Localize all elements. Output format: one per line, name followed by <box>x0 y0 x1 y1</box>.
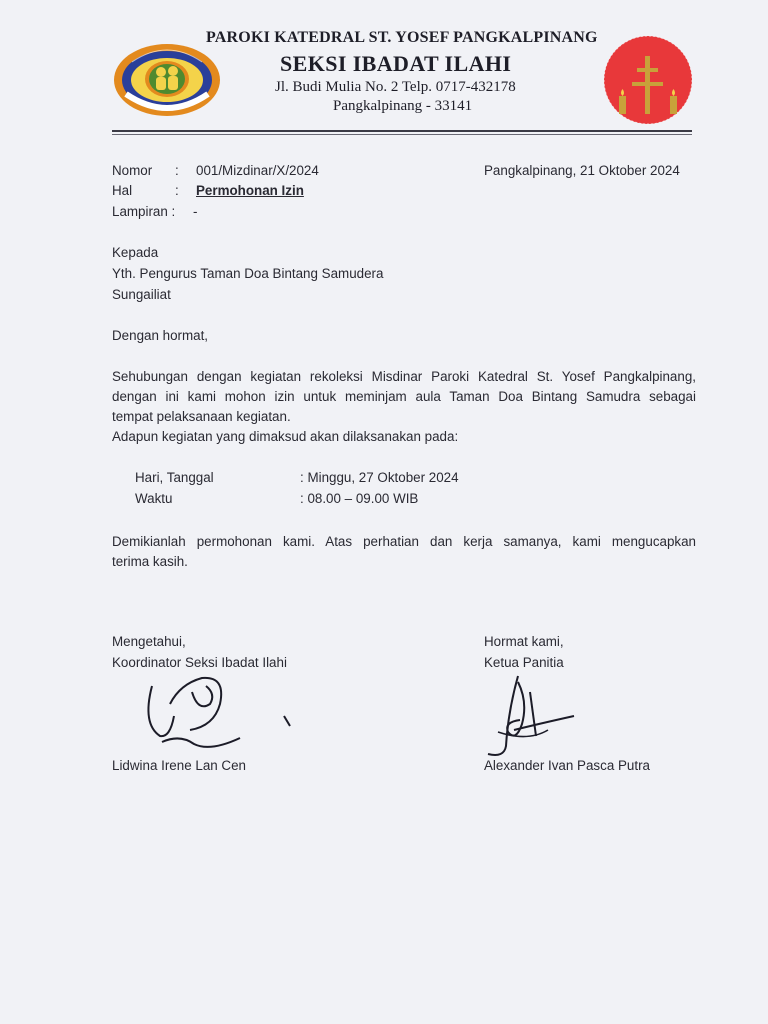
letterhead-parish: PAROKI KATEDRAL ST. YOSEF PANGKALPINANG <box>206 29 598 46</box>
letterhead-city: Pangkalpinang - 33141 <box>333 98 473 114</box>
hal-value: Permohonan Izin <box>196 183 304 198</box>
time-value: : 08.00 – 09.00 WIB <box>300 491 419 506</box>
nomor-label: Nomor <box>112 163 153 178</box>
paragraph-2: Adapun kegiatan yang dimaksud akan dilaksanakan pada: <box>112 429 459 444</box>
nomor-sep: : <box>175 163 179 178</box>
parish-logo-left <box>112 42 222 123</box>
closing-line-2: terima kasih. <box>112 554 188 569</box>
day-value: : Minggu, 27 Oktober 2024 <box>300 470 459 485</box>
right-signer-role-2: Ketua Panitia <box>484 655 564 670</box>
right-signature <box>478 672 588 769</box>
paragraph-1-line-2: dengan ini kami mohon izin untuk meminjam aula Taman Doa Bintang Samudra sebagai <box>112 389 696 404</box>
letterhead-divider <box>112 130 692 132</box>
recipient-city: Sungailiat <box>112 287 171 302</box>
lampiran-value: - <box>193 204 198 219</box>
closing-line-1: Demikianlah permohonan kami. Atas perhatian dan kerja samanya, kami mengucapkan <box>112 534 696 549</box>
place-date: Pangkalpinang, 21 Oktober 2024 <box>484 163 680 178</box>
lampiran-label: Lampiran : <box>112 204 176 219</box>
recipient-kepada: Kepada <box>112 245 159 260</box>
right-signer-role-1: Hormat kami, <box>484 634 564 649</box>
left-signer-role-2: Koordinator Seksi Ibadat Ilahi <box>112 655 287 670</box>
recipient-name: Yth. Pengurus Taman Doa Bintang Samudera <box>112 266 384 281</box>
greeting: Dengan hormat, <box>112 328 209 343</box>
hal-label: Hal <box>112 183 133 198</box>
paragraph-1-line-1: Sehubungan dengan kegiatan rekoleksi Misdinar Paroki Katedral St. Yosef Pangkalpinang, <box>112 369 696 384</box>
letterhead-section: SEKSI IBADAT ILAHI <box>280 51 512 76</box>
nomor-value: 001/Mizdinar/X/2024 <box>196 163 319 178</box>
day-label: Hari, Tanggal <box>135 470 214 485</box>
paragraph-1-line-3: tempat pelaksanaan kegiatan. <box>112 409 291 424</box>
left-signature <box>140 664 300 764</box>
letterhead-address: Jl. Budi Mulia No. 2 Telp. 0717-432178 <box>275 79 516 95</box>
letterhead-divider-thin <box>112 134 692 135</box>
hal-sep: : <box>175 183 179 198</box>
right-signer-name: Alexander Ivan Pasca Putra <box>484 758 650 773</box>
left-signer-role-1: Mengetahui, <box>112 634 186 649</box>
section-logo-right <box>602 34 694 131</box>
time-label: Waktu <box>135 491 173 506</box>
left-signer-name: Lidwina Irene Lan Cen <box>112 758 246 773</box>
